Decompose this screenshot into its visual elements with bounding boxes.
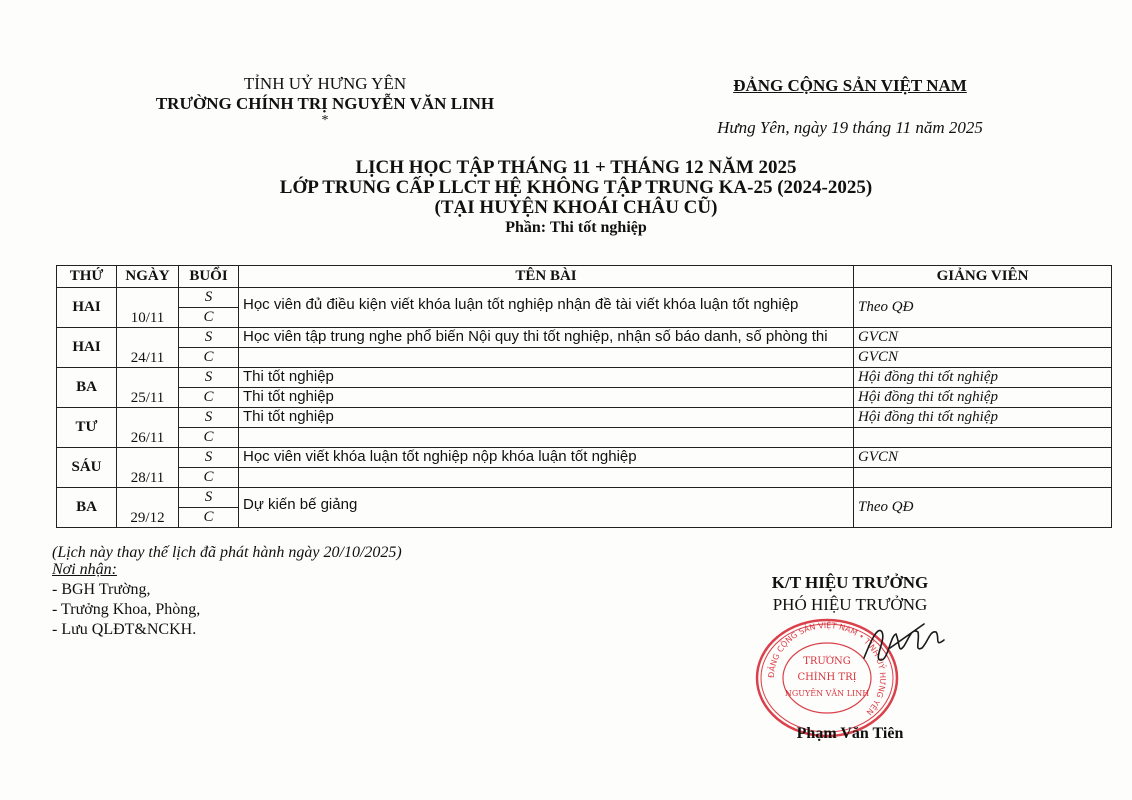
session-cell: S [179,408,239,428]
table-header-row [57,266,1112,288]
lesson-cell [239,348,854,368]
lesson-cell: Học viên viết khóa luận tốt nghiệp nộp khóa luận tốt nghiệp [239,448,854,468]
document-title [100,158,1052,238]
recipients-block [52,560,200,640]
header-day: THỨ [57,266,117,288]
date-cell: 26/11 [117,408,179,448]
date-cell: 10/11 [117,288,179,328]
session-cell: S [179,288,239,308]
date-cell: 24/11 [117,328,179,368]
header-date: NGÀY [117,266,179,288]
lesson-cell: Dự kiến bế giảng [239,488,854,528]
schedule-table [56,265,1112,528]
seal-ring-text: ĐẢNG CỘNG SẢN VIỆT NAM • TỈNH UỶ HƯNG YÊN [766,620,888,717]
recipient-item: - BGH Trường, [52,581,151,598]
signer-title-1: K/T HIỆU TRƯỞNG [771,573,929,592]
instructor-cell: Hội đồng thi tốt nghiệp [854,408,1112,428]
header-lesson: TÊN BÀI [239,266,854,288]
signature-block [745,572,955,616]
title-line-3: (TẠI HUYỆN KHOÁI CHÂU CŨ) [434,197,718,218]
lesson-cell [239,428,854,448]
header-instructor: GIẢNG VIÊN [854,266,1112,288]
session-cell: C [179,508,239,528]
signer-name: Phạm Văn Tiên [796,725,904,742]
table-row [57,488,1112,508]
session-cell: S [179,328,239,348]
school-name: TRƯỜNG CHÍNH TRỊ NGUYỄN VĂN LINH [155,94,495,113]
lesson-cell: Học viên đủ điều kiện viết khóa luận tốt nghiệp nhận đề tài viết khóa luận tốt nghiệp [239,288,854,328]
instructor-cell: GVCN [854,448,1112,468]
instructor-cell: GVCN [854,348,1112,368]
lesson-cell [239,468,854,488]
instructor-cell [854,428,1112,448]
table-row [57,368,1112,388]
date-cell: 29/12 [117,488,179,528]
instructor-cell: Hội đồng thi tốt nghiệp [854,388,1112,408]
signer-title-2: PHÓ HIỆU TRƯỞNG [772,595,928,614]
title-line-1: LỊCH HỌC TẬP THÁNG 11 + THÁNG 12 NĂM 2025 [355,157,797,178]
session-cell: C [179,348,239,368]
session-cell: S [179,368,239,388]
org-header [125,74,525,128]
instructor-cell: Hội đồng thi tốt nghiệp [854,368,1112,388]
issue-date: Hưng Yên, ngày 19 tháng 11 năm 2025 [717,118,983,137]
date-cell: 25/11 [117,368,179,408]
lesson-cell: Thi tốt nghiệp [239,368,854,388]
session-cell: C [179,468,239,488]
day-cell: HAI [57,328,117,368]
day-cell: BA [57,488,117,528]
seal-center-2: CHÍNH TRỊ [797,672,857,683]
lesson-cell: Thi tốt nghiệp [239,388,854,408]
session-cell: S [179,448,239,468]
seal-center-3: NGUYỄN VĂN LINH [784,689,870,698]
date-cell: 28/11 [117,448,179,488]
session-cell: C [179,308,239,328]
session-cell: C [179,428,239,448]
header-star: * [321,113,329,128]
table-row [57,448,1112,468]
title-line-2: LỚP TRUNG CẤP LLCT HỆ KHÔNG TẬP TRUNG KA-25 (2024-2025) [279,177,873,198]
instructor-cell: Theo QĐ [854,288,1112,328]
session-cell: C [179,388,239,408]
instructor-cell [854,468,1112,488]
lesson-cell: Thi tốt nghiệp [239,408,854,428]
seal-center-1: TRƯỜNG [803,656,851,667]
lesson-cell: Học viên tập trung nghe phổ biến Nội quy thi tốt nghiệp, nhận số báo danh, số phòng thi [239,328,854,348]
recipient-item: - Trưởng Khoa, Phòng, [52,601,201,618]
table-row [57,428,1112,448]
instructor-cell: Theo QĐ [854,488,1112,528]
table-row [57,388,1112,408]
day-cell: TƯ [57,408,117,448]
provincial-committee: TỈNH UỶ HƯNG YÊN [243,74,407,93]
party-name: ĐẢNG CỘNG SẢN VIỆT NAM [733,76,967,95]
instructor-cell: GVCN [854,328,1112,348]
replacement-note: (Lịch này thay thế lịch đã phát hành ngày 20/10/2025) [52,544,402,561]
table-row [57,408,1112,428]
recipient-item: - Lưu QLĐT&NCKH. [52,621,197,638]
handwritten-signature-icon [860,618,950,668]
table-row [57,468,1112,488]
recipients-title: Nơi nhận: [52,561,117,578]
table-row [57,328,1112,348]
day-cell: HAI [57,288,117,328]
day-cell: BA [57,368,117,408]
day-cell: SÁU [57,448,117,488]
session-cell: S [179,488,239,508]
title-part: Phần: Thi tốt nghiệp [505,219,647,236]
table-row [57,348,1112,368]
header-session: BUỔI [179,266,239,288]
table-row [57,288,1112,308]
